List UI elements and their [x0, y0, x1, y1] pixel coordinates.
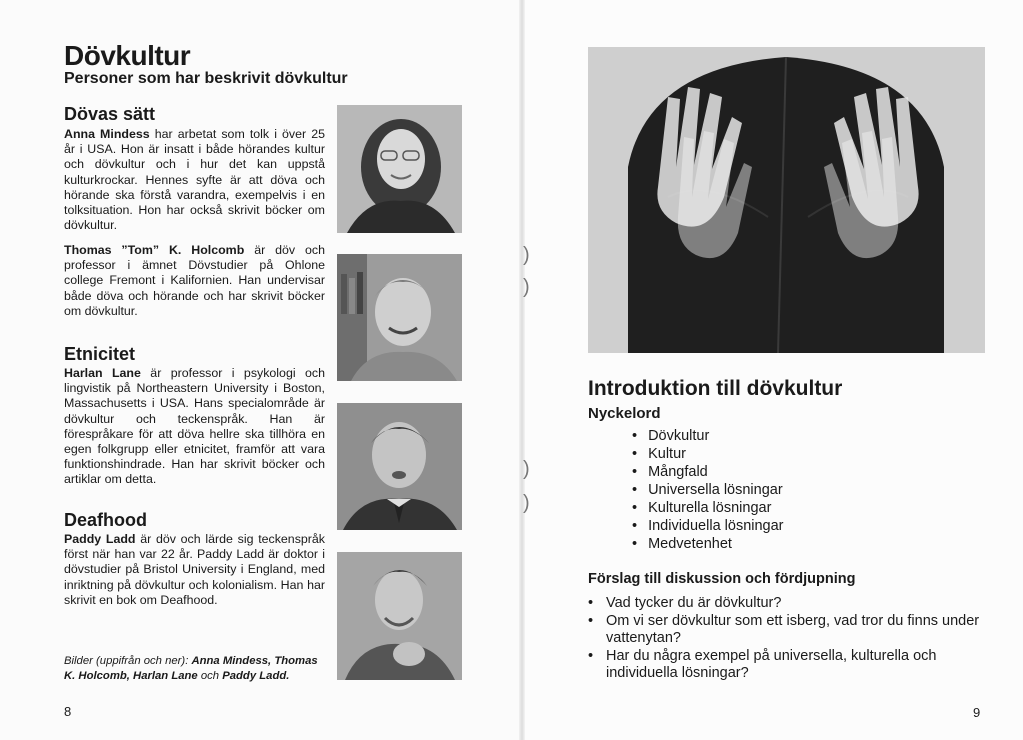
image-caption: Bilder (uppifrån och ner): Anna Mindess, Thomas K. Holcomb, Harlan Lane och Paddy Ladd.	[64, 655, 318, 682]
list-item: • Individuella lösningar	[632, 517, 784, 535]
margin-bracket-3: )	[523, 458, 530, 480]
margin-bracket-1: )	[523, 244, 530, 266]
list-item: • Kulturella lösningar	[632, 499, 784, 517]
paragraph-paddy-ladd	[64, 532, 325, 608]
person-description: har arbetat som tolk i över 25 år i USA. Hon är insatt i både hörandes kultur och dövkultur och i hur det kan uppstå kulturkrockar. Hennes syfte är att döva och hörande ska förstå varandra, exempelvis i en tolksituation. Hon har också skrivit böcker om dövkultur.	[64, 127, 325, 233]
person-description: är döv och lärde sig teckenspråk först när han var 22 år. Paddy Ladd är doktor i dövstudier på Bristol University i England, med inriktning på dövkultur och kolonialism. Han har skrivit en bok om Deafhood.	[64, 532, 326, 607]
list-item: • Mångfald	[632, 463, 784, 481]
page-number-left: 8	[64, 704, 72, 719]
list-item: • Har du några exempel på universella, kulturella och individuella lösningar?	[588, 648, 988, 683]
section-heading-dovas-satt: Dövas sätt	[64, 104, 156, 124]
paragraph-anna-mindess	[64, 127, 325, 233]
person-name: Harlan Lane	[64, 366, 141, 380]
list-item: • Universella lösningar	[632, 481, 784, 499]
list-item: • Dövkultur	[632, 427, 784, 445]
person-description: är professor i psykologi och lingvistik på Northeastern University i Boston, Massachusetts i USA. Hans specialområde är dövkultur och teckenspråk. Han är förespråkare för att döva hellre ska tillhöra en egen folkgrupp eller etnicitet, framför att vara funktionshindrade. Han har skrivit böcker och artiklar om detta.	[64, 366, 325, 487]
margin-bracket-2: )	[523, 276, 530, 298]
page-subtitle: Personer som har beskrivit dövkultur	[64, 70, 348, 87]
keywords-heading: Nyckelord	[588, 405, 661, 422]
photo-paddy-ladd	[337, 552, 462, 680]
keywords-list	[632, 427, 784, 553]
photo-hands-illustration	[588, 47, 985, 353]
person-name: Anna Mindess	[64, 127, 150, 141]
person-name: Paddy Ladd	[64, 532, 136, 546]
book-gutter	[519, 0, 525, 740]
photo-tom-holcomb	[337, 254, 462, 381]
intro-title: Introduktion till dövkultur	[588, 377, 843, 400]
list-item: • Medvetenhet	[632, 535, 784, 553]
section-heading-deafhood: Deafhood	[64, 510, 147, 530]
page-title: Dövkultur	[64, 40, 191, 71]
section-heading-etnicitet: Etnicitet	[64, 344, 136, 364]
discussion-heading: Förslag till diskussion och fördjupning	[588, 571, 856, 587]
page-number-right: 9	[973, 705, 981, 720]
list-item: • Vad tycker du är dövkultur?	[588, 595, 988, 613]
margin-bracket-4: )	[523, 492, 530, 514]
photo-anna-mindess	[337, 105, 462, 233]
discussion-questions	[588, 595, 988, 683]
list-item: • Om vi ser dövkultur som ett isberg, vad tror du finns under vattenytan?	[588, 613, 988, 648]
paragraph-tom-holcomb	[64, 243, 325, 319]
person-description: är döv och professor i ämnet Dövstudier på Ohlone college Fremont i Kalifornien. Han undervisar både döva och hörande och har skrivit böcker om dövkultur.	[64, 243, 325, 318]
person-name: Thomas ”Tom” K. Holcomb	[64, 243, 245, 257]
list-item: • Kultur	[632, 445, 784, 463]
paragraph-harlan-lane	[64, 366, 325, 488]
photo-harlan-lane	[337, 403, 462, 530]
